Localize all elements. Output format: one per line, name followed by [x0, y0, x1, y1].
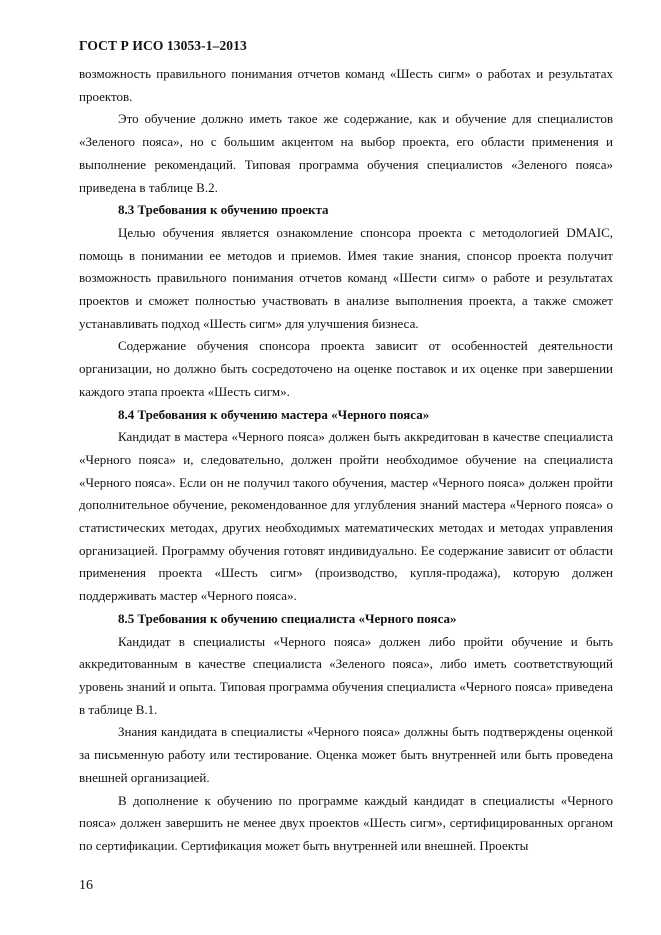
paragraph-black-belt-candidate: Кандидат в специалисты «Черного пояса» должен либо пройти обучение и быть аккредитованным в качестве специалиста «Зеленого пояса», либо иметь соответствующий уровень знаний и опыта. Типовая программа обучения специалиста «Черного пояса» приведена в таблице В.1.: [79, 633, 613, 717]
paragraph-training-content: Это обучение должно иметь такое же содержание, как и обучение для специалистов «Зеленого пояса», но с большим акцентом на выбор проекта, его области применения и выполнение рекомендаций. Типовая программа обучения специалистов «Зеленого пояса» приведена в таблице В.2.: [79, 111, 613, 195]
section-heading-8-3: 8.3 Требования к обучению проекта: [118, 202, 329, 218]
page-number: 16: [79, 878, 93, 893]
paragraph-black-belt-projects: В дополнение к обучению по программе каждый кандидат в специалисты «Черного пояса» должен завершить не менее двух проектов «Шесть сигм», сертифицированных органом по сертификации. Сертификация может быть внутренней или внешней. Проекты: [79, 792, 613, 853]
paragraph-black-belt-knowledge: Знания кандидата в специалисты «Черного пояса» должны быть подтверждены оценкой за письменную работу или тестирование. Оценка может быть внутренней или быть проведена внешней организацией.: [79, 724, 613, 785]
paragraph-sponsor-content: Содержание обучения спонсора проекта зависит от особенностей деятельности организации, но должно быть сосредоточено на оценке поставок и их оценке при завершении каждого этапа проекта «Шесть сигм».: [79, 338, 613, 399]
paragraph-sponsor-goal: Целью обучения является ознакомление спонсора проекта с методологией DMAIC, помощь в понимании ее методов и приемов. Имея такие знания, спонсор проекта получит возможность правильного понимания отчетов команд «Шести сигм» о работе и результатах проектов и сможет полностью участвовать в анализе выполнения проекта, а также сможет устанавливать подход «Шесть сигм» для улучшения бизнеса.: [79, 224, 613, 331]
document-header: ГОСТ Р ИСО 13053-1–2013: [79, 38, 247, 53]
paragraph-continuation: возможность правильного понимания отчетов команд «Шесть сигм» о работах и результатах проектов.: [79, 66, 613, 104]
section-heading-8-4: 8.4 Требования к обучению мастера «Черного пояса»: [118, 406, 430, 422]
document-body: [79, 63, 613, 858]
paragraph-master-black-belt: Кандидат в мастера «Черного пояса» должен быть аккредитован в качестве специалиста «Черного пояса» и, следовательно, должен пройти необходимое обучение на специалиста «Черного пояса». Если он не получил такого обучения, мастер «Черного пояса» должен пройти дополнительное обучение, рекомендованное для углубления знаний мастера «Черного пояса» о статистических методах, других необходимых математических методах и методах управления организацией. Программу обучения готовят индивидуально. Ее содержание зависит от области применения проекта «Шесть сигм» (производство, купля-продажа), которую должен поддерживать мастер «Черного пояса».: [79, 429, 613, 604]
section-heading-8-5: 8.5 Требования к обучению специалиста «Черного пояса»: [118, 610, 457, 626]
document-page: [79, 38, 613, 858]
